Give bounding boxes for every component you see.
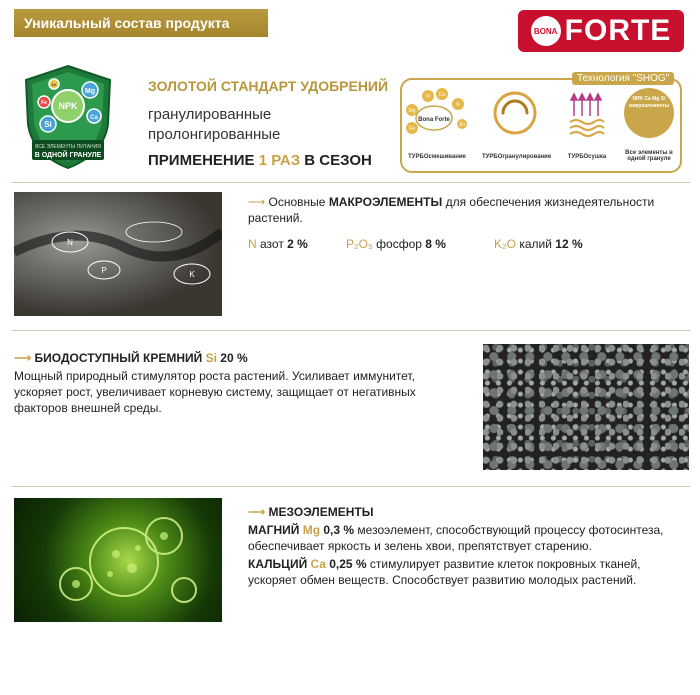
silicon-title-text: БИОДОСТУПНЫЙ КРЕМНИЙ bbox=[31, 351, 206, 365]
gold-standard-title: ЗОЛОТОЙ СТАНДАРТ УДОБРЕНИЙ bbox=[148, 78, 389, 94]
silicon-line1: Мощный природный стимулятор роста растений. Усиливает иммунитет, bbox=[14, 369, 415, 383]
shield-element-ca: Ca bbox=[90, 115, 98, 121]
magnesium-value: 0,3 % bbox=[320, 523, 355, 537]
macro-bold: МАКРОЭЛЕМЕНТЫ bbox=[328, 195, 443, 209]
potassium-text: калий bbox=[516, 237, 556, 251]
calcium-text1: стимулирует развитие клеток покровных тканей, bbox=[366, 557, 641, 571]
meso-title-text: МЕЗОЭЛЕМЕНТЫ bbox=[265, 505, 374, 519]
calcium-name: КАЛЬЦИЙ bbox=[248, 557, 311, 571]
tech-badge-ca: Ca bbox=[438, 92, 446, 98]
divider bbox=[12, 330, 690, 331]
application-frequency bbox=[148, 152, 372, 169]
macro-lead: Основные bbox=[265, 195, 329, 209]
silicon-value: 20 % bbox=[216, 351, 248, 365]
soil-label-p: P bbox=[101, 266, 107, 275]
brand-logo bbox=[518, 10, 684, 52]
arrow-icon: ⟶ bbox=[14, 351, 32, 365]
brand-logo-word: FORTE bbox=[564, 14, 672, 47]
nitrogen-text: азот bbox=[256, 237, 288, 251]
tech-mixing-graphic bbox=[404, 86, 474, 142]
tech-granulation-icon bbox=[490, 88, 540, 138]
shield-element-zn: Zn bbox=[51, 82, 57, 87]
soil-label-n: N bbox=[67, 238, 73, 247]
tech-drying-icon bbox=[566, 88, 606, 138]
tech-all-in-one-icon bbox=[622, 86, 676, 142]
calcium-value: 0,25 % bbox=[325, 557, 367, 571]
silicon-line2: ускоряет рост, увеличивает корневую систему, защищает от негативных bbox=[14, 385, 416, 399]
potassium-symbol: K₂O bbox=[494, 237, 516, 251]
silicon-symbol: Si bbox=[205, 351, 217, 365]
potassium-value: 12 % bbox=[555, 237, 583, 251]
nutrient-potassium bbox=[494, 236, 583, 252]
nitrogen-value: 2 % bbox=[287, 237, 308, 251]
shield-npk-text: NPK bbox=[58, 101, 78, 111]
tech-caption-mixing: ТУРБОсмешивание bbox=[408, 154, 466, 160]
nitrogen-symbol: N bbox=[248, 237, 257, 251]
magnesium-line1 bbox=[248, 522, 664, 538]
magnesium-symbol: Mg bbox=[302, 523, 321, 537]
property-granulated: гранулированные bbox=[148, 106, 272, 123]
magnesium-name: МАГНИЙ bbox=[248, 523, 303, 537]
tech-badge-fe: Fe bbox=[409, 126, 415, 132]
magnesium-text1: мезоэлемент, способствующий процессу фотосинтеза, bbox=[354, 523, 664, 537]
shield-element-fe: Fe bbox=[41, 100, 47, 106]
nutrient-phosphorus bbox=[346, 236, 446, 252]
shield-element-mg: Mg bbox=[84, 88, 96, 95]
technology-label: Технология "SHOG" bbox=[572, 72, 674, 85]
tech-badge-p: P bbox=[426, 94, 430, 100]
tech-caption-all-in-one: Все элементы в одной грануле bbox=[625, 150, 673, 162]
arrow-icon: ⟶ bbox=[248, 195, 266, 209]
nutrition-shield-emblem bbox=[18, 62, 118, 172]
magnesium-line2: обеспечивает яркость и зелень хвои, препятствует старению. bbox=[248, 539, 592, 553]
season-part-b: 1 РАЗ bbox=[258, 152, 301, 169]
season-part-c: В СЕЗОН bbox=[300, 152, 372, 169]
macro-description bbox=[248, 194, 688, 226]
silicon-line3: факторов внешней среды. bbox=[14, 401, 162, 415]
shield-caption-line1: ВСЕ ЭЛЕМЕНТЫ ПИТАНИЯ bbox=[35, 144, 101, 150]
tech-badge-k: K bbox=[456, 102, 460, 108]
soil-label-k: K bbox=[189, 270, 195, 279]
property-prolonged: пролонгированные bbox=[148, 126, 281, 143]
silicon-title bbox=[14, 350, 248, 366]
calcium-symbol: Ca bbox=[310, 557, 326, 571]
phosphorus-value: 8 % bbox=[425, 237, 446, 251]
nutrient-nitrogen bbox=[248, 236, 308, 252]
arrow-icon: ⟶ bbox=[248, 505, 266, 519]
meso-title bbox=[248, 504, 373, 520]
plant-cells-photo bbox=[14, 498, 222, 622]
calcium-line1 bbox=[248, 556, 640, 572]
shield-caption-line2: В ОДНОЙ ГРАНУЛЕ bbox=[34, 152, 102, 159]
phosphorus-text: фосфор bbox=[372, 237, 426, 251]
brand-logo-circle: BONA bbox=[531, 16, 561, 46]
phosphorus-symbol: P₂O₅ bbox=[346, 237, 373, 251]
shield-element-si: Si bbox=[44, 120, 52, 129]
season-part-a: ПРИМЕНЕНИЕ bbox=[148, 152, 259, 169]
macro-rest: для обеспечения жизнедеятельности растений. bbox=[248, 195, 655, 225]
tech-caption-granulation: ТУРБОгранулирование bbox=[482, 154, 552, 160]
calcium-line2: ускоряет обмен веществ. Способствует развитию молодых растений. bbox=[248, 573, 637, 587]
tech-badge-zn: Zn bbox=[459, 122, 465, 128]
divider bbox=[12, 486, 690, 487]
tech-badge-mg: Mg bbox=[408, 108, 416, 114]
divider bbox=[12, 182, 690, 183]
tech-side-text: NPK Ca Mg Si микроэлементы bbox=[629, 96, 669, 109]
tech-caption-drying: ТУРБОсушка bbox=[567, 154, 607, 160]
soil-photo bbox=[14, 192, 222, 316]
silicon-gravel-photo bbox=[483, 344, 689, 470]
tech-mini-brand: Bona Forte bbox=[418, 117, 450, 123]
section-tag: Уникальный состав продукта bbox=[14, 9, 268, 37]
